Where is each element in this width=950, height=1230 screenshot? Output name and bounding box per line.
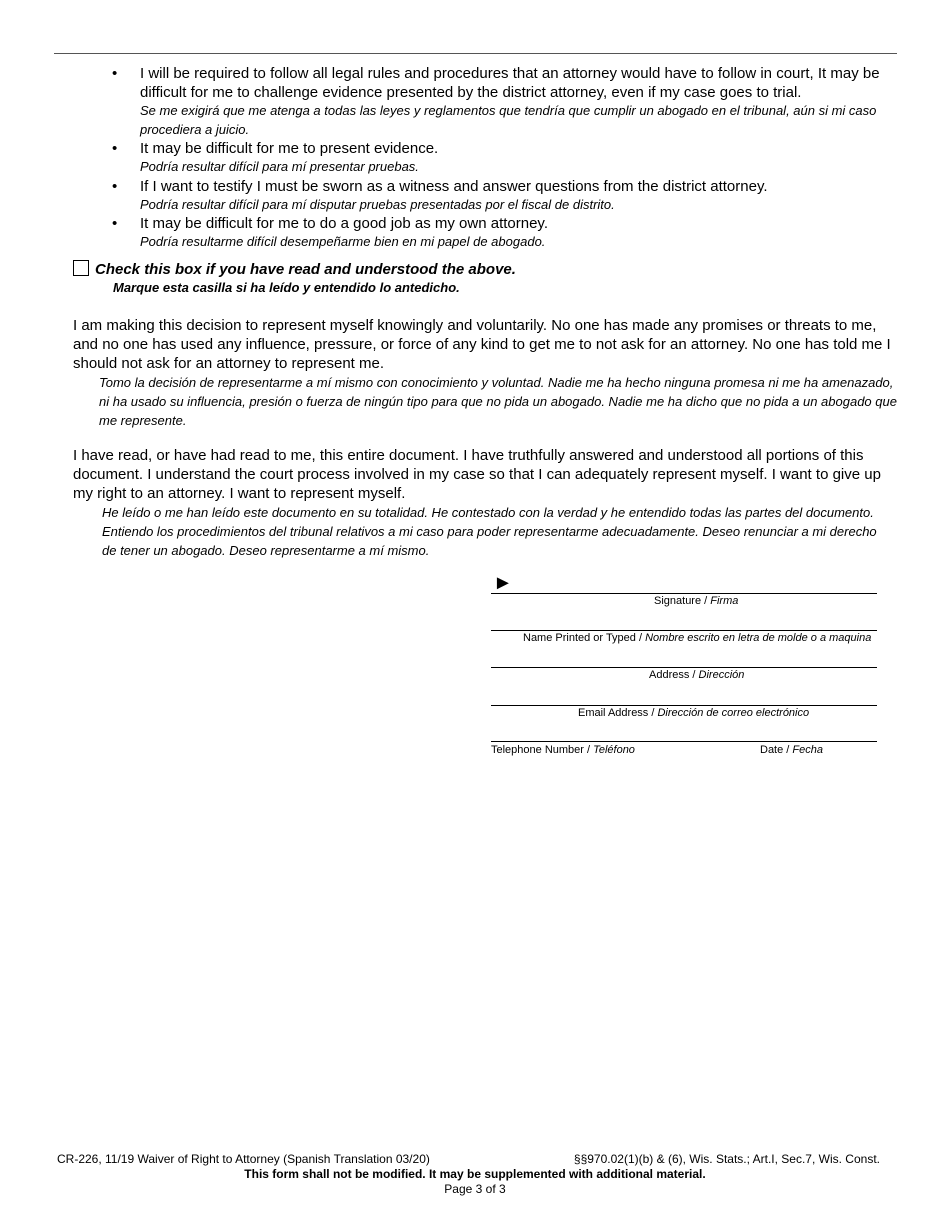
bullet-text-en: It may be difficult for me to do a good job as my own attorney. bbox=[140, 215, 548, 232]
checkbox-label-es: Marque esta casilla si ha leído y entendido lo antedicho. bbox=[113, 280, 460, 295]
bullet-text-es: Se me exigirá que me atenga a todas las leyes y reglamentos que tendría que cumplir un abogado en el tribunal, aún si mi caso procediera a juicio. bbox=[140, 103, 877, 137]
signature-label: Signature / Firma bbox=[654, 595, 739, 607]
paragraph-text-es: Tomo la decisión de representarme a mí mismo con conocimiento y voluntad. Nadie me ha hecho ninguna promesa ni me ha amenazado, ni ha usado su influencia, presión o fuerza de ningún tipo para que no pida un abogado. Nadie me ha dicho que no pida a un abogado que me represente. bbox=[99, 375, 897, 428]
telephone-label: Telephone Number / Teléfono bbox=[491, 744, 635, 756]
paragraph-text-en: I am making this decision to represent myself knowingly and voluntarily. No one has made any promises or threats to me, and no one has used any influence, pressure, or force of any kind to get me to not ask for an attorney. No one has told me I should not ask for an attorney to represent me. bbox=[73, 317, 891, 372]
bullet-marker: • bbox=[112, 65, 118, 82]
email-line[interactable] bbox=[491, 705, 877, 706]
voluntary-decision-paragraph bbox=[73, 316, 895, 430]
bullet-marker: • bbox=[112, 215, 118, 232]
bullet-text-en: If I want to testify I must be sworn as a witness and answer questions from the district attorney. bbox=[140, 177, 768, 195]
read-understood-checkbox[interactable] bbox=[73, 260, 89, 276]
checkbox-label-en: Check this box if you have read and understood the above. bbox=[95, 261, 516, 278]
signature-line[interactable] bbox=[491, 593, 877, 594]
address-line[interactable] bbox=[491, 667, 877, 668]
bullet-text-es: Podría resultarme difícil desempeñarme bien en mi papel de abogado. bbox=[140, 234, 546, 249]
modification-notice: This form shall not be modified. It may be supplemented with additional material. bbox=[244, 1167, 706, 1181]
list-item bbox=[112, 64, 892, 139]
list-item bbox=[112, 177, 892, 215]
read-document-paragraph bbox=[73, 446, 895, 560]
acknowledgement-row bbox=[73, 260, 893, 295]
telephone-date-line[interactable] bbox=[491, 741, 877, 742]
signature-arrow-icon: ► bbox=[493, 572, 513, 594]
list-item bbox=[112, 139, 892, 177]
date-label: Date / Fecha bbox=[760, 744, 823, 756]
bullet-text-es: Podría resultar difícil para mí disputar pruebas presentadas por el fiscal de distrito. bbox=[140, 196, 615, 212]
top-rule bbox=[54, 53, 897, 54]
list-item bbox=[112, 214, 892, 252]
bullet-text-en: I will be required to follow all legal rules and procedures that an attorney would have to follow in court, It may be difficult for me to challenge evidence presented by the district attorney, even if my case goes to trial. bbox=[140, 65, 880, 101]
paragraph-text-en: I have read, or have had read to me, this entire document. I have truthfully answered and understood all portions of this document. I understand the court process involved in my case so that I can adequately represent myself. I want to give up my right to an attorney. I want to represent myself. bbox=[73, 447, 881, 502]
name-printed-line[interactable] bbox=[491, 630, 877, 631]
statute-reference: §§970.02(1)(b) & (6), Wis. Stats.; Art.I, Sec.7, Wis. Const. bbox=[573, 1152, 880, 1166]
bullet-text-es: Podría resultar difícil para mí presentar pruebas. bbox=[140, 159, 419, 174]
bullet-text-en: It may be difficult for me to present evidence. bbox=[140, 140, 439, 157]
form-id: CR-226, 11/19 Waiver of Right to Attorney (Spanish Translation 03/20) bbox=[57, 1152, 430, 1166]
bullet-marker: • bbox=[112, 177, 118, 195]
page-number: Page 3 of 3 bbox=[444, 1182, 506, 1196]
paragraph-text-es: He leído o me han leído este documento en su totalidad. He contestado con la verdad y he entendido todas las partes del documento. Entiendo los procedimientos del tribunal relativos a mi caso para poder representarme adecuadamente. Deseo renunciar a mi derecho de tener un abogado. Deseo representarme a mí mismo. bbox=[102, 505, 877, 558]
name-printed-label: Name Printed or Typed / Nombre escrito en letra de molde o a maquina bbox=[523, 632, 872, 644]
bullet-marker: • bbox=[112, 140, 118, 157]
address-label: Address / Dirección bbox=[649, 669, 745, 681]
rights-bullet-list bbox=[112, 64, 892, 252]
email-label: Email Address / Dirección de correo electrónico bbox=[578, 707, 810, 719]
